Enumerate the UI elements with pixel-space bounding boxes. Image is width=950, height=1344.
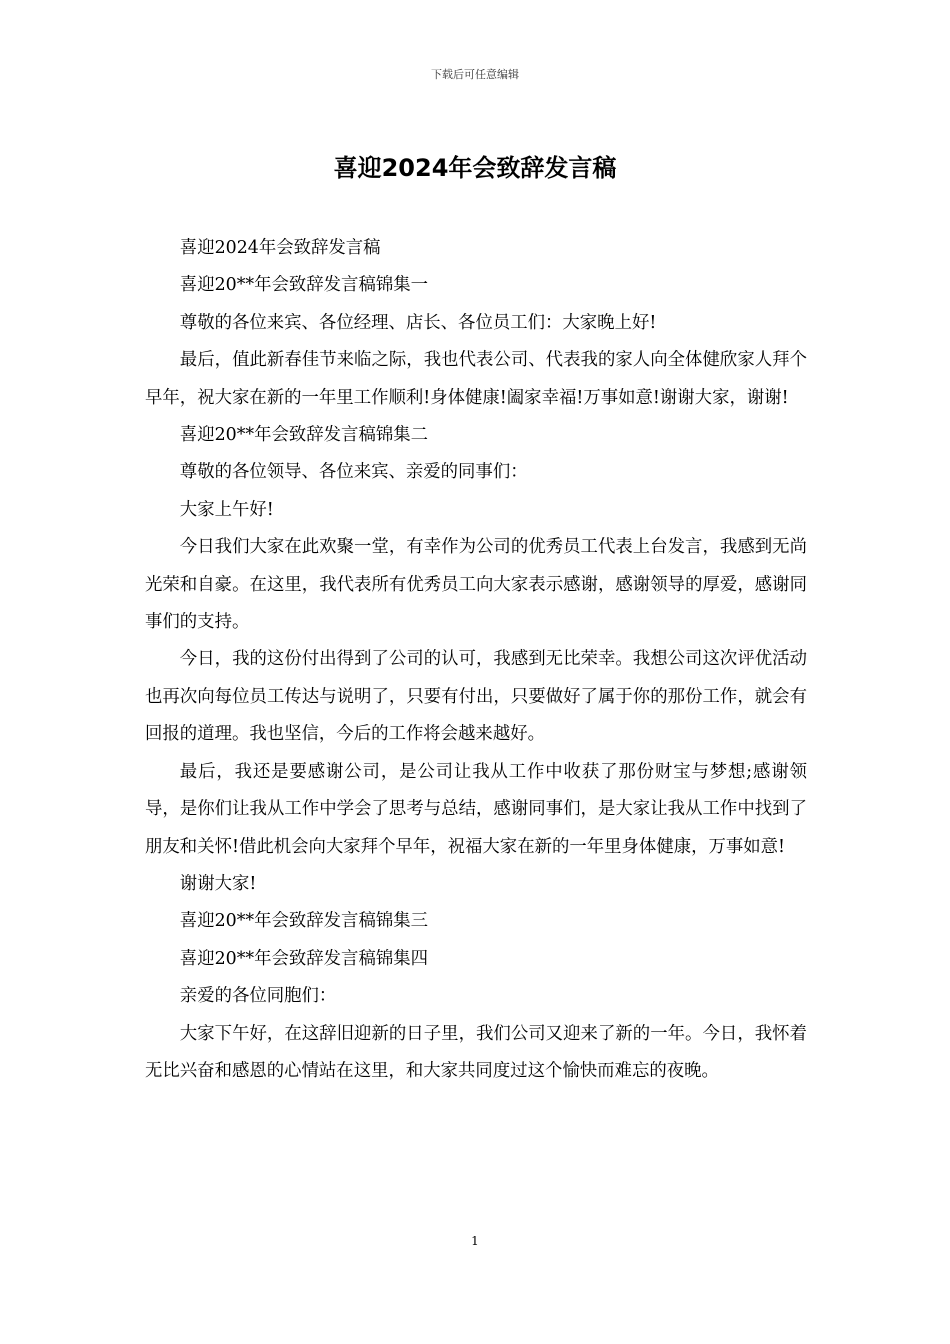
page-number: 1 [471,1234,479,1248]
paragraph: 喜迎2024年会致辞发言稿 [179,238,381,258]
paragraph: 今日，我的这份付出得到了公司的认可，我感到无比荣幸。我想公司这次评优活动也再次向每位员工传达与说明了，只要有付出，只要做好了属于你的那份工作，就会有回报的道理。我也坚信，今后的工作将会越来越好。 [145,649,807,745]
paragraph: 今日我们大家在此欢聚一堂，有幸作为公司的优秀员工代表上台发言，我感到无尚光荣和自豪。在这里，我代表所有优秀员工向大家表示感谢，感谢领导的厚爱，感谢同事们的支持。 [145,537,807,633]
paragraph: 亲爱的各位同胞们： [179,986,337,1007]
paragraph: 大家上午好! [179,499,274,520]
paragraph: 最后，值此新春佳节来临之际，我也代表公司、代表我的家人向全体健欣家人拜个早年，祝大家在新的一年里工作顺利!身体健康!阖家幸福!万事如意!谢谢大家，谢谢! [145,350,807,408]
paragraph: 喜迎20**年会致辞发言稿锦集二 [179,425,429,446]
paragraph: 谢谢大家! [179,873,257,894]
paragraph: 大家下午好，在这辞旧迎新的日子里，我们公司又迎来了新的一年。今日，我怀着无比兴奋和感恩的心情站在这里，和大家共同度过这个愉快而难忘的夜晚。 [145,1023,807,1081]
paragraph: 尊敬的各位来宾、各位经理、店长、各位员工们：大家晚上好! [179,312,657,333]
paragraph: 喜迎20**年会致辞发言稿锦集三 [179,911,429,932]
page-header-note: 下载后可任意编辑 [431,68,519,81]
paragraph: 喜迎20**年会致辞发言稿锦集一 [179,275,429,296]
paragraph: 喜迎20**年会致辞发言稿锦集四 [179,948,429,969]
document-body [145,230,807,1090]
paragraph: 尊敬的各位领导、各位来宾、亲爱的同事们： [179,462,528,483]
document-title: 喜迎2024年会致辞发言稿 [333,154,617,182]
paragraph: 最后，我还是要感谢公司，是公司让我从工作中收获了那份财宝与梦想;感谢领导，是你们让我从工作中学会了思考与总结，感谢同事们，是大家让我从工作中找到了朋友和关怀!借此机会向大家拜个早年，祝福大家在新的一年里身体健康，万事如意! [145,761,807,857]
